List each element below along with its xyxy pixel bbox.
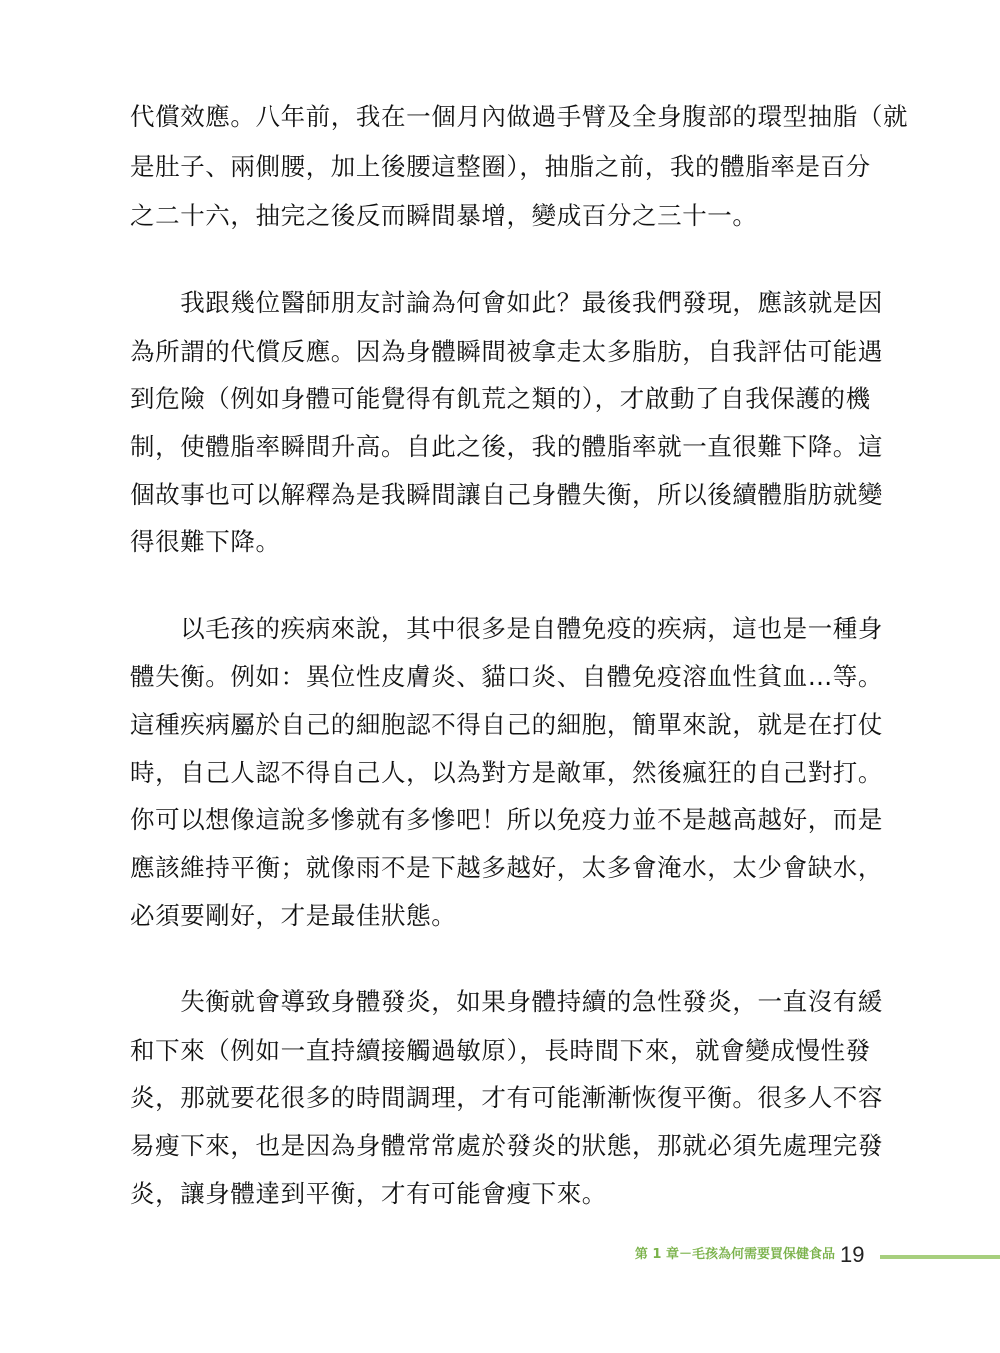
body-text-line: 易瘦下來，也是因為身體常常處於發炎的狀態，那就必須先處理完發 <box>130 1131 883 1160</box>
body-text-line: 應該維持平衡；就像雨不是下越多越好，太多會淹水，太少會缺水， <box>130 853 883 882</box>
body-text-line: 得很難下降。 <box>130 527 281 556</box>
body-text-line: 到危險（例如身體可能覺得有飢荒之類的），才啟動了自我保護的機 <box>130 384 871 413</box>
body-text-line: 炎，讓身體達到平衡，才有可能會瘦下來。 <box>130 1179 607 1208</box>
body-text-line: 代償效應。八年前，我在一個月內做過手臂及全身腹部的環型抽脂（就 <box>130 102 909 131</box>
body-text-line: 必須要剛好，才是最佳狀態。 <box>130 901 457 930</box>
body-text-line: 個故事也可以解釋為是我瞬間讓自己身體失衡，所以後續體脂肪就變 <box>130 480 883 509</box>
body-text-line: 是肚子、兩側腰，加上後腰這整圈），抽脂之前，我的體脂率是百分 <box>130 152 871 181</box>
body-text-line: 你可以想像這說多慘就有多慘吧！所以免疫力並不是越高越好，而是 <box>130 805 883 834</box>
body-text-line: 體失衡。例如：異位性皮膚炎、貓口炎、自體免疫溶血性貧血…等。 <box>130 662 883 691</box>
body-text-line: 這種疾病屬於自己的細胞認不得自己的細胞，簡單來說，就是在打仗 <box>130 710 883 739</box>
body-text-line: 為所謂的代償反應。因為身體瞬間被拿走太多脂肪，自我評估可能遇 <box>130 337 883 366</box>
body-text-line: 和下來（例如一直持續接觸過敏原），長時間下來，就會變成慢性發 <box>130 1036 871 1065</box>
page-number: 19 <box>840 1242 865 1267</box>
body-text-line: 我跟幾位醫師朋友討論為何會如此？最後我們發現，應該就是因 <box>130 288 883 317</box>
body-text-line: 制，使體脂率瞬間升高。自此之後，我的體脂率就一直很難下降。這 <box>130 432 883 461</box>
body-text-line: 炎，那就要花很多的時間調理，才有可能漸漸恢復平衡。很多人不容 <box>130 1083 883 1112</box>
body-text-line: 失衡就會導致身體發炎，如果身體持續的急性發炎，一直沒有緩 <box>130 987 883 1016</box>
body-text-line: 之二十六，抽完之後反而瞬間暴增，變成百分之三十一。 <box>130 201 758 230</box>
body-text-line: 時，自己人認不得自己人，以為對方是敵軍，然後瘋狂的自己對打。 <box>130 758 883 787</box>
running-footer-chapter: 第 1 章－毛孩為何需要買保健食品 <box>634 1247 835 1262</box>
footer-accent-rule <box>880 1255 1000 1259</box>
body-text-line: 以毛孩的疾病來說，其中很多是自體免疫的疾病，這也是一種身 <box>130 614 883 643</box>
